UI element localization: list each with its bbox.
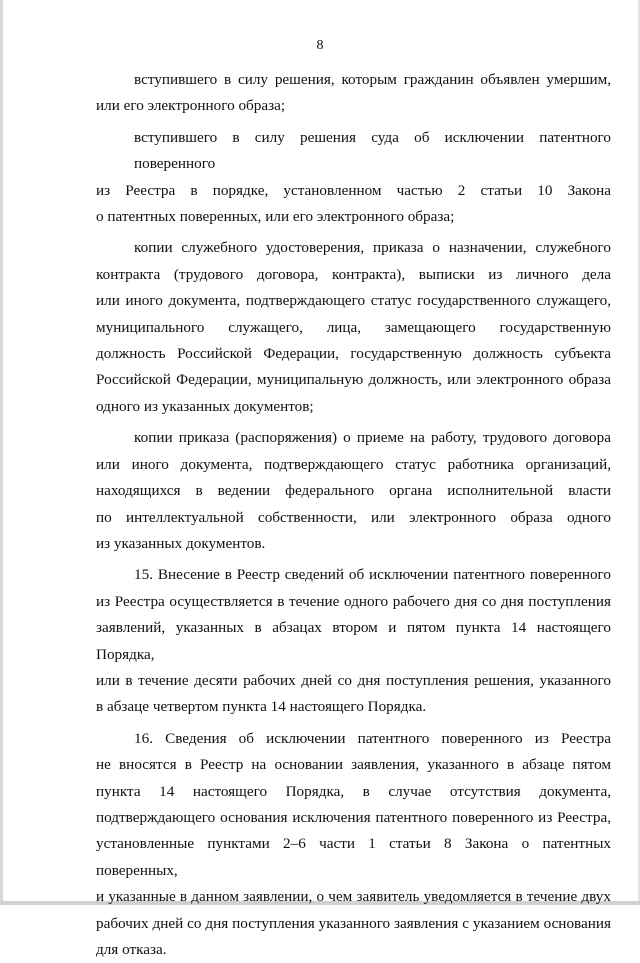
text-line: или иного документа, подтверждающего статус государственного служащего, <box>96 292 611 310</box>
text-line: вступившего в силу решения суда об исключении патентного поверенного <box>134 128 611 173</box>
text-line: из Реестра осуществляется в течение одного рабочего дня со дня поступления <box>96 592 611 610</box>
text-line: или иного документа, подтверждающего статус работника организаций, <box>96 455 611 473</box>
text-line: из Реестра в порядке, установленном частью 2 статьи 10 Закона <box>96 181 611 199</box>
text-line: в абзаце четвертом пункта 14 настоящего Порядка. <box>96 698 427 716</box>
text-line: вступившего в силу решения, которым гражданин объявлен умершим, <box>134 71 611 88</box>
text-line: копии приказа (распоряжения) о приеме на работу, трудового договора <box>134 429 611 447</box>
text-line: пункта 14 настоящего Порядка, в случае отсутствия документа, <box>96 782 611 800</box>
paragraph-court-decision <box>96 125 611 231</box>
paragraph-item-16 <box>96 726 611 963</box>
text-line: муниципального служащего, лица, замещающего государственную <box>96 318 611 336</box>
text-line: и указанные в данном заявлении, о чем заявитель уведомляется в течение двух <box>96 888 611 906</box>
text-line: подтверждающего основания исключения патентного поверенного из Реестра, <box>96 808 611 826</box>
paragraph-employment-order-copies <box>96 425 611 557</box>
text-line: или в течение десяти рабочих дней со дня поступления решения, указанного <box>96 671 611 689</box>
text-line: или его электронного образа; <box>96 97 286 115</box>
text-line: Российской Федерации, муниципальную должность, или электронного образа <box>96 371 611 389</box>
paragraph-deceased-decision <box>96 67 611 120</box>
text-line: 16. Сведения об исключении патентного поверенного из Реестра <box>134 729 611 747</box>
text-line: контракта (трудового договора, контракта), выписки из личного дела <box>96 265 611 283</box>
text-line: не вносятся в Реестр на основании заявления, указанного в абзаце пятом <box>96 756 611 774</box>
text-line: установленные пунктами 2–6 части 1 статьи 8 Закона о патентных поверенных, <box>96 835 611 879</box>
text-line: должность Российской Федерации, государственную должность субъекта <box>96 345 611 363</box>
page-number: 8 <box>316 38 324 53</box>
paragraph-service-id-copies <box>96 235 611 420</box>
text-line: рабочих дней со дня поступления указанного заявления с указанием основания <box>96 914 611 932</box>
document-body <box>96 67 611 963</box>
text-line: находящихся в ведении федерального органа исполнительной власти <box>96 482 611 500</box>
text-line: одного из указанных документов; <box>96 397 314 415</box>
text-line: копии служебного удостоверения, приказа о назначении, служебного <box>134 239 611 257</box>
paragraph-item-15 <box>96 562 611 720</box>
text-line: по интеллектуальной собственности, или электронного образа одного <box>96 508 611 526</box>
text-line: заявлений, указанных в абзацах втором и пятом пункта 14 настоящего Порядка, <box>96 619 611 663</box>
text-line: из указанных документов. <box>96 534 266 552</box>
text-line: для отказа. <box>96 941 167 958</box>
scan-left-edge <box>0 0 3 905</box>
text-line: о патентных поверенных, или его электронного образа; <box>96 208 455 226</box>
text-line: 15. Внесение в Реестр сведений об исключении патентного поверенного <box>134 566 611 584</box>
